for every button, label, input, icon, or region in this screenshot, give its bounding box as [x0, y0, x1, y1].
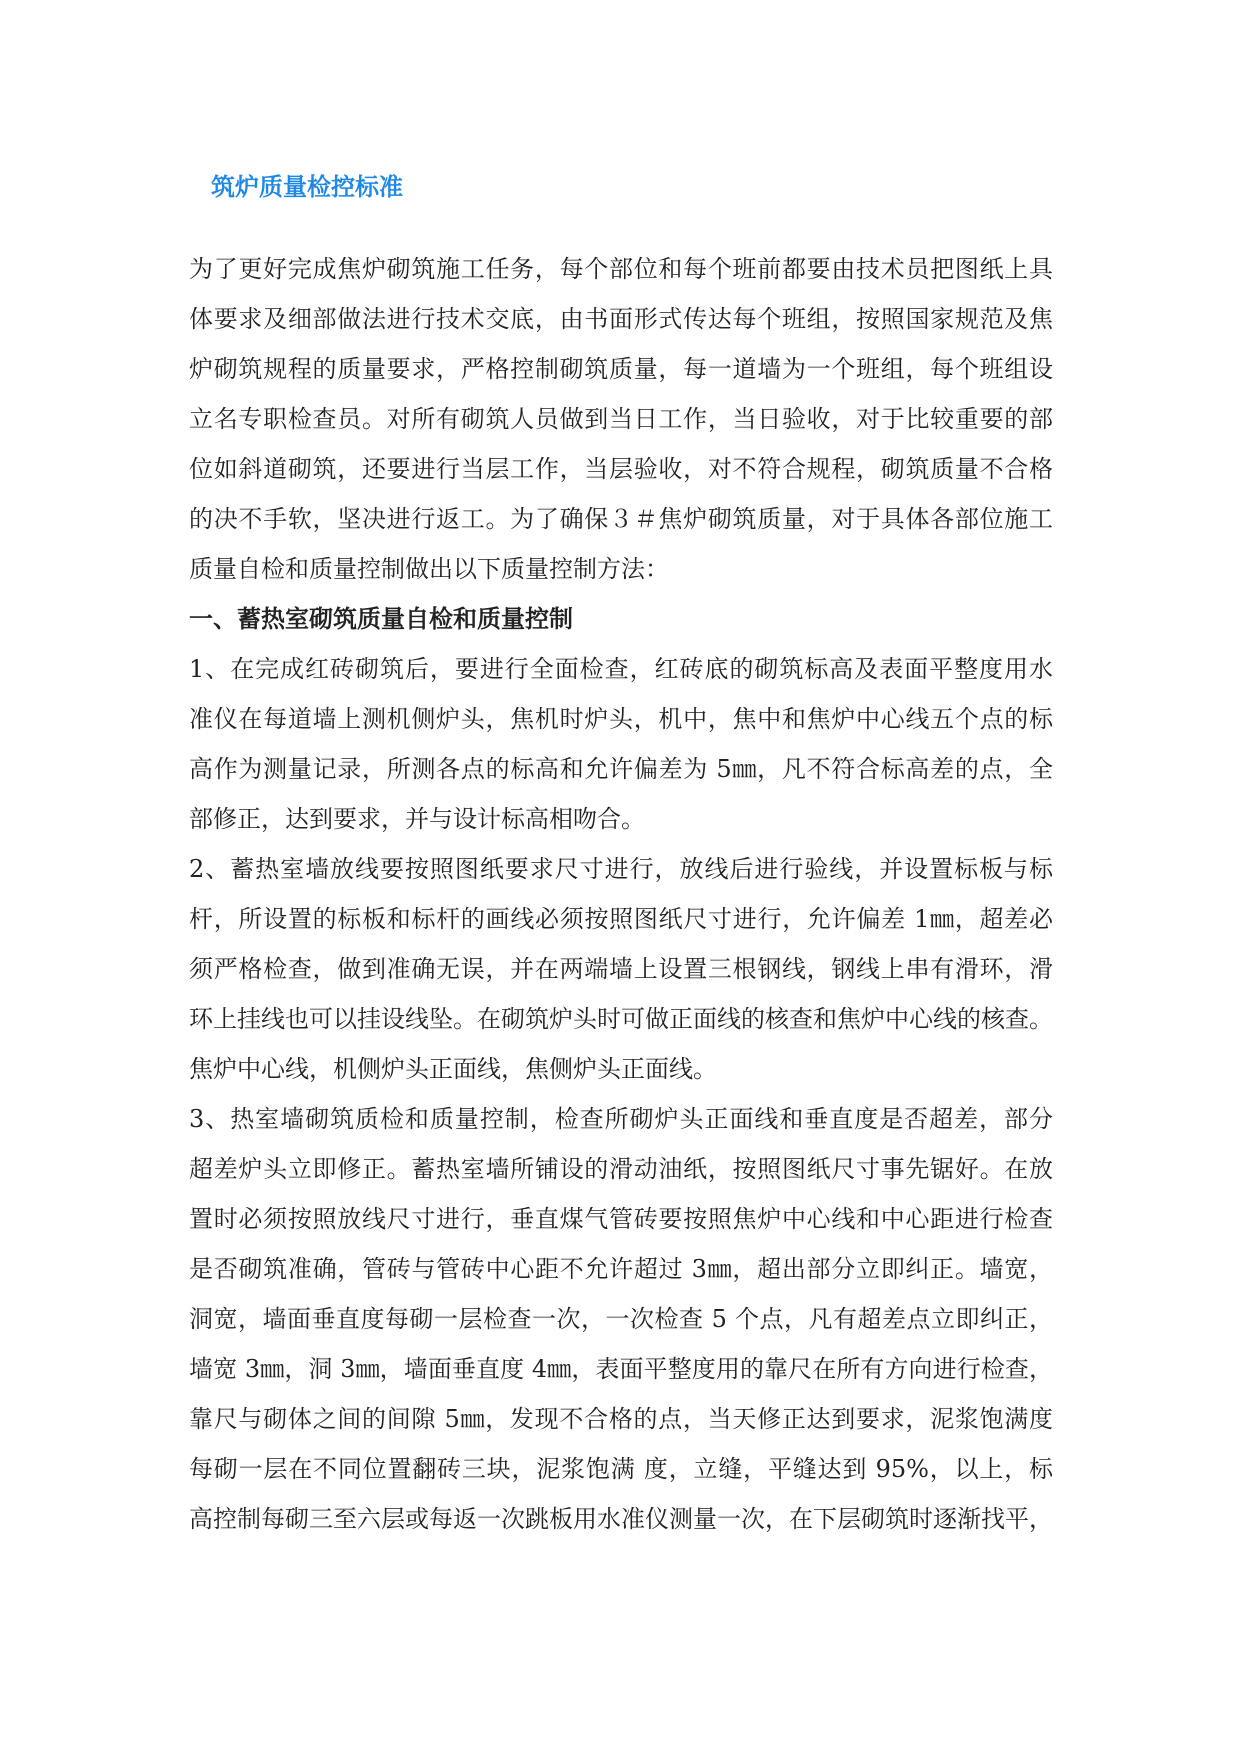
item1-line: 高作为测量记录，所测各点的标高和允许偏差为 5㎜，凡不符合标高差的点，全 — [189, 755, 1053, 783]
item1-line: 1、在完成红砖砌筑后，要进行全面检查，红砖底的砌筑标高及表面平整度用水 — [189, 655, 1053, 683]
item2-line: 须严格检查，做到准确无误，并在两端墙上设置三根钢线，钢线上串有滑环，滑 — [189, 955, 1053, 983]
item1-line: 部修正，达到要求，并与设计标高相吻合。 — [189, 805, 645, 833]
intro-line: 炉砌筑规程的质量要求，严格控制砌筑质量，每一道墙为一个班组，每个班组设 — [189, 355, 1053, 383]
item3-line: 靠尺与砌体之间的间隙 5㎜，发现不合格的点，当天修正达到要求，泥浆饱满度 — [189, 1405, 1053, 1433]
item3-line: 3、热室墙砌筑质检和质量控制，检查所砌炉头正面线和垂直度是否超差，部分 — [189, 1105, 1053, 1133]
document-body — [189, 244, 1053, 1544]
item3-line: 洞宽，墙面垂直度每砌一层检查一次，一次检查 5 个点，凡有超差点立即纠正， — [189, 1305, 1053, 1333]
intro-line: 为了更好完成焦炉砌筑施工任务，每个部位和每个班前都要由技术员把图纸上具 — [189, 255, 1053, 283]
item2-line: 环上挂线也可以挂设线坠。在砌筑炉头时可做正面线的核查和焦炉中心线的核查。 — [189, 1005, 1053, 1033]
item3-line: 置时必须按照放线尺寸进行，垂直煤气管砖要按照焦炉中心线和中心距进行检查 — [189, 1205, 1053, 1233]
intro-line: 的决不手软，坚决进行返工。为了确保３＃焦炉砌筑质量，对于具体各部位施工 — [189, 505, 1053, 533]
intro-line: 位如斜道砌筑，还要进行当层工作，当层验收，对不符合规程，砌筑质量不合格 — [189, 455, 1053, 483]
item2-line: 杆，所设置的标板和标杆的画线必须按照图纸尺寸进行，允许偏差 1㎜，超差必 — [189, 905, 1053, 933]
item3-line: 是否砌筑准确，管砖与管砖中心距不允许超过 3㎜，超出部分立即纠正。墙宽， — [189, 1255, 1053, 1283]
intro-line: 体要求及细部做法进行技术交底，由书面形式传达每个班组，按照国家规范及焦 — [189, 305, 1053, 333]
item2-line: 2、蓄热室墙放线要按照图纸要求尺寸进行，放线后进行验线，并设置标板与标 — [189, 855, 1053, 883]
intro-line: 立名专职检查员。对所有砌筑人员做到当日工作，当日验收，对于比较重要的部 — [189, 405, 1053, 433]
item1-line: 准仪在每道墙上测机侧炉头，焦机时炉头，机中，焦中和焦炉中心线五个点的标 — [189, 705, 1053, 733]
item3-line: 超差炉头立即修正。蓄热室墙所铺设的滑动油纸，按照图纸尺寸事先锯好。在放 — [189, 1155, 1053, 1183]
item2-line: 焦炉中心线，机侧炉头正面线，焦侧炉头正面线。 — [189, 1055, 717, 1083]
intro-line: 质量自检和质量控制做出以下质量控制方法： — [189, 555, 669, 583]
section-heading: 一、蓄热室砌筑质量自检和质量控制 — [189, 605, 573, 633]
item3-line: 墙宽 3㎜，洞 3㎜，墙面垂直度 4㎜，表面平整度用的靠尺在所有方向进行检查， — [189, 1355, 1053, 1383]
item3-line: 每砌一层在不同位置翻砖三块，泥浆饱满 度，立缝，平缝达到 95%，以上，标 — [189, 1455, 1053, 1483]
item3-line: 高控制每砌三至六层或每返一次跳板用水准仪测量一次，在下层砌筑时逐渐找平， — [189, 1505, 1053, 1533]
document-title: 筑炉质量检控标准 — [211, 173, 403, 201]
